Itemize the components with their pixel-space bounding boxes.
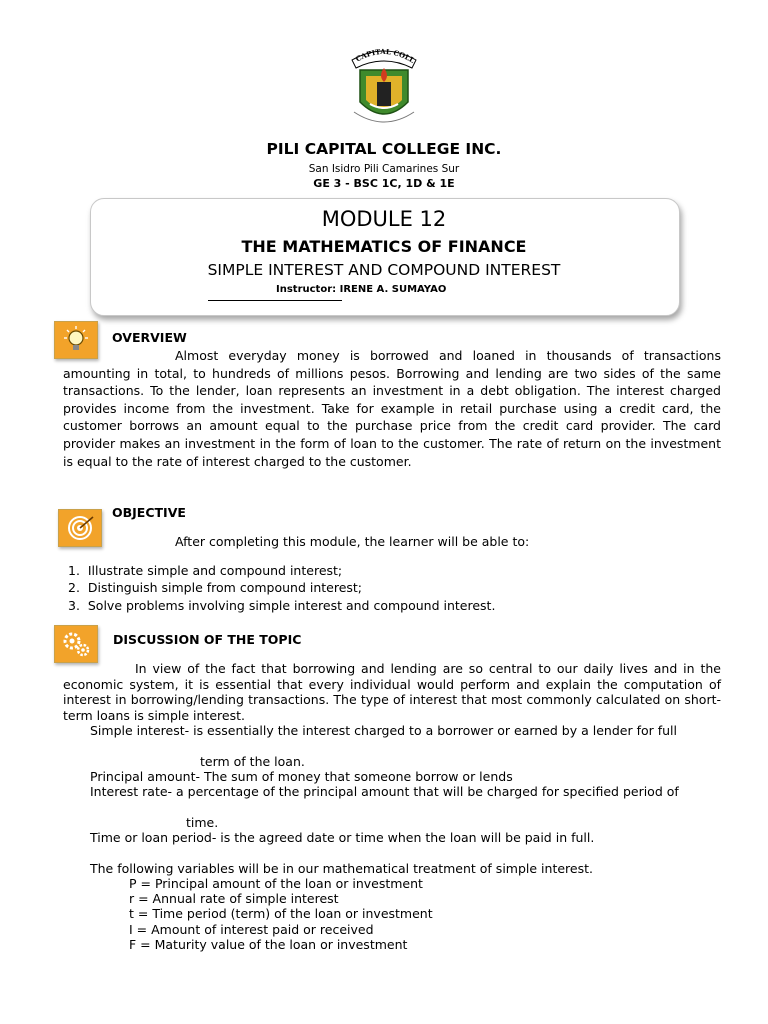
interest-rate-definition: Interest rate- a percentage of the principal amount that will be charged for specified period of [90,784,679,799]
college-logo [340,42,428,134]
objective-heading: OBJECTIVE [112,505,186,520]
signature-line [208,300,342,301]
module-subtitle: THE MATHEMATICS OF FINANCE [241,237,527,256]
module-title: MODULE 12 [321,207,447,231]
objective-item: 2. Distinguish simple from compound interest; [68,580,363,595]
variable-item: r = Annual rate of simple interest [129,891,339,906]
gears-icon [54,625,98,663]
overview-body: Almost everyday money is borrowed and loaned in thousands of transactions amounting in total, to hundreds of millions pesos. Borrowing and lending are two sides of the same transactions. To the lender, loan represents an investment in a debt obligation. The interest charged provides income from the investment. Take for example in retail purchase using a credit card, the customer borrows an amount equal to the purchase price from the credit card provider. The card provider makes an investment in the form of loan to the customer. The rate of return on the investment is equal to the rate of interest charged to the customer. [63,348,721,469]
variables-intro: The following variables will be in our mathematical treatment of simple interest. [90,861,593,876]
variable-item: P = Principal amount of the loan or investment [129,876,423,891]
discussion-intro: In view of the fact that borrowing and lending are so central to our daily lives and in the economic system, it is essential that every individual would perform and explain the computation of interest in borrowing/lending transactions. The type of interest that most commonly calculated on short-term loans is simple interest. [63,661,721,723]
logo-banner-text: CAPITAL COLL [354,46,417,65]
college-address: San Isidro Pili Camarines Sur [308,163,460,175]
time-definition: Time or loan period- is the agreed date or time when the loan will be paid in full. [90,830,595,845]
objective-intro: After completing this module, the learner will be able to: [175,534,530,549]
variable-item: F = Maturity value of the loan or investment [129,937,408,952]
discussion-heading: DISCUSSION OF THE TOPIC [113,632,302,647]
course-line: GE 3 - BSC 1C, 1D & 1E [313,177,455,190]
overview-heading: OVERVIEW [112,330,187,345]
target-icon [58,509,102,547]
simple-interest-definition-cont: term of the loan. [200,754,305,769]
objective-item: 3. Solve problems involving simple interest and compound interest. [68,598,496,613]
instructor-line: Instructor: IRENE A. SUMAYAO [276,284,447,295]
objective-item: 1. Illustrate simple and compound interest; [68,563,343,578]
variable-item: I = Amount of interest paid or received [129,922,374,937]
college-name: PILI CAPITAL COLLEGE INC. [266,140,502,158]
principal-definition: Principal amount- The sum of money that someone borrow or lends [90,769,513,784]
interest-rate-definition-cont: time. [186,815,219,830]
variable-item: t = Time period (term) of the loan or investment [129,906,433,921]
simple-interest-definition: Simple interest- is essentially the interest charged to a borrower or earned by a lender for full [90,723,677,738]
module-topic: SIMPLE INTEREST AND COMPOUND INTEREST [207,261,561,279]
